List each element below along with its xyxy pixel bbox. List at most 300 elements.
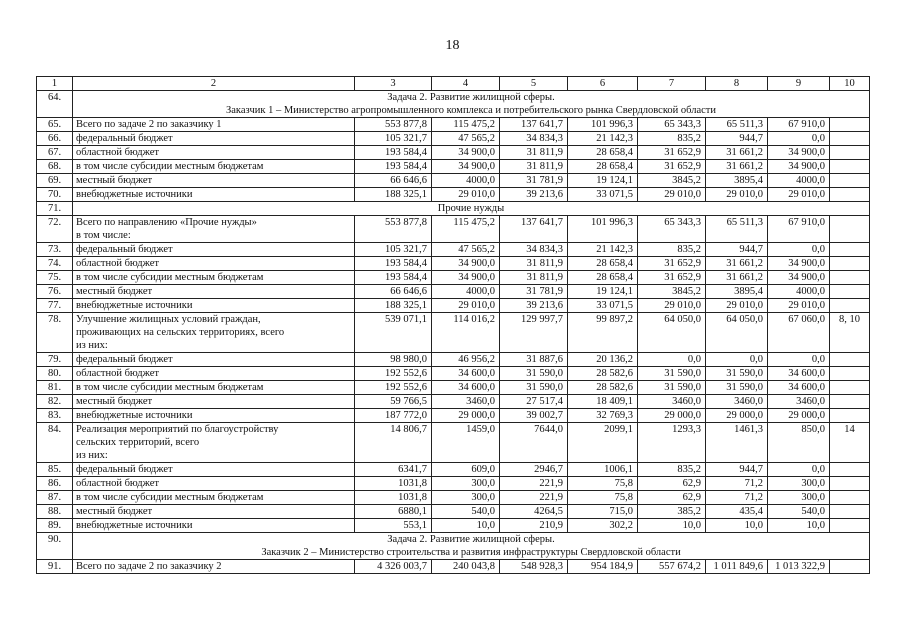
- value-cell: 31 652,9: [638, 146, 706, 160]
- row-label: федеральный бюджет: [73, 353, 355, 367]
- value-cell: 66 646,6: [355, 174, 432, 188]
- value-cell: 6880,1: [355, 505, 432, 519]
- row-number: 83.: [37, 409, 73, 423]
- row-label: Всего по задаче 2 по заказчику 1: [73, 118, 355, 132]
- value-cell: 850,0: [768, 423, 830, 463]
- value-cell: 302,2: [568, 519, 638, 533]
- value-cell: 33 071,5: [568, 299, 638, 313]
- row-number: 80.: [37, 367, 73, 381]
- table-row: [37, 353, 870, 367]
- table-row: [37, 188, 870, 202]
- value-cell: 835,2: [638, 132, 706, 146]
- value-cell: 34 900,0: [432, 160, 500, 174]
- value-cell: 10,0: [706, 519, 768, 533]
- value-cell: 46 956,2: [432, 353, 500, 367]
- table-row: [37, 257, 870, 271]
- value-cell: 4000,0: [432, 174, 500, 188]
- value-cell: 34 900,0: [432, 271, 500, 285]
- header-cell: 8: [706, 77, 768, 91]
- value-cell: [830, 160, 870, 174]
- value-cell: 31 661,2: [706, 257, 768, 271]
- value-cell: 835,2: [638, 243, 706, 257]
- value-cell: 21 142,3: [568, 132, 638, 146]
- value-cell: 47 565,2: [432, 132, 500, 146]
- section-customer: Заказчик 2 – Министерство строительства и развития инфраструктуры Свердловской области: [261, 547, 681, 558]
- value-cell: 62,9: [638, 491, 706, 505]
- row-number: 66.: [37, 132, 73, 146]
- value-cell: 31 590,0: [638, 381, 706, 395]
- value-cell: 0,0: [768, 353, 830, 367]
- table-row: [37, 423, 870, 463]
- value-cell: 29 000,0: [638, 409, 706, 423]
- value-cell: 193 584,4: [355, 271, 432, 285]
- value-cell: 0,0: [706, 353, 768, 367]
- value-cell: 71,2: [706, 477, 768, 491]
- value-cell: 221,9: [500, 477, 568, 491]
- value-cell: 193 584,4: [355, 257, 432, 271]
- section-title: Задача 2. Развитие жилищной сферы.: [387, 92, 555, 103]
- value-cell: 7644,0: [500, 423, 568, 463]
- row-label: федеральный бюджет: [73, 132, 355, 146]
- header-cell: 5: [500, 77, 568, 91]
- value-cell: 4000,0: [432, 285, 500, 299]
- value-cell: 1293,3: [638, 423, 706, 463]
- value-cell: 540,0: [768, 505, 830, 519]
- table-row: [37, 118, 870, 132]
- row-label-line: Всего по направлению «Прочие нужды»: [76, 217, 257, 228]
- value-cell: 835,2: [638, 463, 706, 477]
- value-cell: [830, 560, 870, 574]
- value-cell: 31 652,9: [638, 257, 706, 271]
- header-cell: 9: [768, 77, 830, 91]
- value-cell: [830, 519, 870, 533]
- table-row: [37, 395, 870, 409]
- budget-table: [36, 76, 870, 574]
- value-cell: 62,9: [638, 477, 706, 491]
- row-label: местный бюджет: [73, 505, 355, 519]
- value-cell: 1006,1: [568, 463, 638, 477]
- table-row: [37, 285, 870, 299]
- value-cell: 65 343,3: [638, 216, 706, 243]
- value-cell: [830, 118, 870, 132]
- row-label-line: проживающих на сельских территориях, всего: [76, 327, 285, 338]
- value-cell: 29 010,0: [432, 299, 500, 313]
- value-cell: 34 834,3: [500, 132, 568, 146]
- value-cell: 31 590,0: [500, 381, 568, 395]
- value-cell: 31 661,2: [706, 271, 768, 285]
- table-row: [37, 313, 870, 353]
- value-cell: 553 877,8: [355, 118, 432, 132]
- value-cell: [830, 353, 870, 367]
- value-cell: 3460,0: [432, 395, 500, 409]
- value-cell: [830, 257, 870, 271]
- page-number: 18: [445, 38, 460, 53]
- value-cell: 31 590,0: [706, 381, 768, 395]
- table-row: [37, 91, 870, 118]
- row-label: [73, 216, 355, 243]
- value-cell: 29 010,0: [768, 188, 830, 202]
- table-row: [37, 477, 870, 491]
- header-cell: 4: [432, 77, 500, 91]
- value-cell: 105 321,7: [355, 132, 432, 146]
- value-cell: 18 409,1: [568, 395, 638, 409]
- value-cell: 29 010,0: [768, 299, 830, 313]
- value-cell: 1 013 322,9: [768, 560, 830, 574]
- table-row: [37, 202, 870, 216]
- value-cell: 29 010,0: [706, 299, 768, 313]
- value-cell: 101 996,3: [568, 216, 638, 243]
- row-number: 89.: [37, 519, 73, 533]
- row-number: 79.: [37, 353, 73, 367]
- value-cell: 64 050,0: [706, 313, 768, 353]
- row-number: 65.: [37, 118, 73, 132]
- value-cell: [830, 395, 870, 409]
- value-cell: 3460,0: [768, 395, 830, 409]
- table-row: [37, 367, 870, 381]
- value-cell: 29 000,0: [768, 409, 830, 423]
- row-number: 82.: [37, 395, 73, 409]
- row-label: [73, 423, 355, 463]
- value-cell: 34 900,0: [432, 146, 500, 160]
- value-cell: 71,2: [706, 491, 768, 505]
- table-row: [37, 409, 870, 423]
- value-cell: 28 658,4: [568, 257, 638, 271]
- value-cell: 557 674,2: [638, 560, 706, 574]
- table-row: [37, 381, 870, 395]
- value-cell: 31 781,9: [500, 285, 568, 299]
- value-cell: 137 641,7: [500, 118, 568, 132]
- row-label: [73, 313, 355, 353]
- value-cell: 29 010,0: [638, 299, 706, 313]
- section-heading: [73, 533, 870, 560]
- row-number: 76.: [37, 285, 73, 299]
- row-label: федеральный бюджет: [73, 463, 355, 477]
- row-label-line: сельских территорий, всего: [76, 437, 200, 448]
- value-cell: 553 877,8: [355, 216, 432, 243]
- row-label: областной бюджет: [73, 257, 355, 271]
- header-row: [37, 77, 870, 91]
- value-cell: 3895,4: [706, 174, 768, 188]
- value-cell: 65 343,3: [638, 118, 706, 132]
- value-cell: 192 552,6: [355, 367, 432, 381]
- value-cell: 210,9: [500, 519, 568, 533]
- section-customer: Заказчик 1 – Министерство агропромышленного комплекса и потребительского рынка Свердловской области: [226, 105, 716, 116]
- value-cell: 1031,8: [355, 477, 432, 491]
- value-cell: 1 011 849,6: [706, 560, 768, 574]
- value-cell: 39 213,6: [500, 299, 568, 313]
- section-title: Прочие нужды: [437, 203, 505, 214]
- section-heading: [73, 91, 870, 118]
- header-cell: 7: [638, 77, 706, 91]
- row-number: 70.: [37, 188, 73, 202]
- value-cell: 6341,7: [355, 463, 432, 477]
- value-cell: 28 658,4: [568, 160, 638, 174]
- row-number: 78.: [37, 313, 73, 353]
- value-cell: 193 584,4: [355, 160, 432, 174]
- value-cell: 385,2: [638, 505, 706, 519]
- value-cell: [830, 381, 870, 395]
- row-number: 84.: [37, 423, 73, 463]
- value-cell: 31 811,9: [500, 146, 568, 160]
- value-cell: 21 142,3: [568, 243, 638, 257]
- value-cell: 4264,5: [500, 505, 568, 519]
- value-cell: 609,0: [432, 463, 500, 477]
- value-cell: 99 897,2: [568, 313, 638, 353]
- value-cell: 31 811,9: [500, 271, 568, 285]
- value-cell: 4000,0: [768, 174, 830, 188]
- value-cell: 29 010,0: [432, 188, 500, 202]
- row-label-line: из них:: [76, 450, 108, 461]
- table-row: [37, 216, 870, 243]
- value-cell: 75,8: [568, 477, 638, 491]
- value-cell: 0,0: [768, 463, 830, 477]
- value-cell: 539 071,1: [355, 313, 432, 353]
- value-cell: 1459,0: [432, 423, 500, 463]
- value-cell: 65 511,3: [706, 118, 768, 132]
- row-number: 71.: [37, 202, 73, 216]
- value-cell: [830, 216, 870, 243]
- row-number: 85.: [37, 463, 73, 477]
- value-cell: 28 658,4: [568, 271, 638, 285]
- value-cell: 188 325,1: [355, 299, 432, 313]
- value-cell: [830, 477, 870, 491]
- value-cell: 10,0: [432, 519, 500, 533]
- row-number: 74.: [37, 257, 73, 271]
- value-cell: 65 511,3: [706, 216, 768, 243]
- value-cell: 715,0: [568, 505, 638, 519]
- value-cell: [830, 132, 870, 146]
- value-cell: 31 661,2: [706, 146, 768, 160]
- value-cell: 187 772,0: [355, 409, 432, 423]
- row-number: 64.: [37, 91, 73, 118]
- value-cell: [830, 505, 870, 519]
- header-cell: 6: [568, 77, 638, 91]
- table-row: [37, 299, 870, 313]
- value-cell: 59 766,5: [355, 395, 432, 409]
- value-cell: 31 811,9: [500, 257, 568, 271]
- value-cell: 39 213,6: [500, 188, 568, 202]
- value-cell: 34 600,0: [432, 367, 500, 381]
- row-label: в том числе субсидии местным бюджетам: [73, 271, 355, 285]
- row-number: 67.: [37, 146, 73, 160]
- value-cell: [830, 243, 870, 257]
- value-cell: 115 475,2: [432, 216, 500, 243]
- value-cell: 31 661,2: [706, 160, 768, 174]
- value-cell: 188 325,1: [355, 188, 432, 202]
- value-cell: 67 910,0: [768, 216, 830, 243]
- table-row: [37, 243, 870, 257]
- value-cell: 0,0: [768, 132, 830, 146]
- row-label: федеральный бюджет: [73, 243, 355, 257]
- value-cell: 3845,2: [638, 285, 706, 299]
- value-cell: 34 600,0: [768, 381, 830, 395]
- value-cell: 240 043,8: [432, 560, 500, 574]
- value-cell: 3460,0: [638, 395, 706, 409]
- value-cell: 3895,4: [706, 285, 768, 299]
- row-label: областной бюджет: [73, 367, 355, 381]
- value-cell: 31 652,9: [638, 271, 706, 285]
- section-heading: [73, 202, 870, 216]
- value-cell: [830, 367, 870, 381]
- row-number: 69.: [37, 174, 73, 188]
- table-row: [37, 560, 870, 574]
- value-cell: 10,0: [768, 519, 830, 533]
- header-cell: 1: [37, 77, 73, 91]
- value-cell: 0,0: [768, 243, 830, 257]
- value-cell: 98 980,0: [355, 353, 432, 367]
- value-cell: [830, 409, 870, 423]
- value-cell: 31 590,0: [500, 367, 568, 381]
- value-cell: 31 590,0: [638, 367, 706, 381]
- value-cell: 31 781,9: [500, 174, 568, 188]
- value-cell: 29 000,0: [432, 409, 500, 423]
- row-label: в том числе субсидии местным бюджетам: [73, 381, 355, 395]
- value-cell: 10,0: [638, 519, 706, 533]
- row-number: 77.: [37, 299, 73, 313]
- value-cell: [830, 285, 870, 299]
- row-label: местный бюджет: [73, 174, 355, 188]
- table-row: [37, 491, 870, 505]
- value-cell: 47 565,2: [432, 243, 500, 257]
- value-cell: 944,7: [706, 463, 768, 477]
- value-cell: 192 552,6: [355, 381, 432, 395]
- value-cell: 954 184,9: [568, 560, 638, 574]
- value-cell: 34 600,0: [768, 367, 830, 381]
- value-cell: 300,0: [432, 477, 500, 491]
- value-cell: 31 590,0: [706, 367, 768, 381]
- row-label-line: Реализация мероприятий по благоустройству: [76, 424, 279, 435]
- row-label-line: Улучшение жилищных условий граждан,: [76, 314, 261, 325]
- value-cell: 1031,8: [355, 491, 432, 505]
- row-label-line: из них:: [76, 340, 108, 351]
- header-cell: 2: [73, 77, 355, 91]
- value-cell: 548 928,3: [500, 560, 568, 574]
- row-label: местный бюджет: [73, 285, 355, 299]
- value-cell: 31 652,9: [638, 160, 706, 174]
- row-number: 90.: [37, 533, 73, 560]
- row-number: 73.: [37, 243, 73, 257]
- row-label: местный бюджет: [73, 395, 355, 409]
- value-cell: 39 002,7: [500, 409, 568, 423]
- section-title: Задача 2. Развитие жилищной сферы.: [387, 534, 555, 545]
- row-label: областной бюджет: [73, 477, 355, 491]
- value-cell: 4000,0: [768, 285, 830, 299]
- value-cell: 300,0: [432, 491, 500, 505]
- row-number: 72.: [37, 216, 73, 243]
- row-number: 87.: [37, 491, 73, 505]
- value-cell: 34 900,0: [768, 160, 830, 174]
- row-label: внебюджетные источники: [73, 409, 355, 423]
- value-cell: 29 010,0: [706, 188, 768, 202]
- row-label: Всего по задаче 2 по заказчику 2: [73, 560, 355, 574]
- value-cell: [830, 188, 870, 202]
- value-cell: 2946,7: [500, 463, 568, 477]
- row-number: 91.: [37, 560, 73, 574]
- value-cell: 944,7: [706, 243, 768, 257]
- value-cell: 31 887,6: [500, 353, 568, 367]
- value-cell: 32 769,3: [568, 409, 638, 423]
- value-cell: 33 071,5: [568, 188, 638, 202]
- value-cell: 34 600,0: [432, 381, 500, 395]
- row-label: областной бюджет: [73, 146, 355, 160]
- row-label: внебюджетные источники: [73, 299, 355, 313]
- value-cell: 1461,3: [706, 423, 768, 463]
- value-cell: 31 811,9: [500, 160, 568, 174]
- table-row: [37, 160, 870, 174]
- table-row: [37, 533, 870, 560]
- value-cell: 34 834,3: [500, 243, 568, 257]
- value-cell: [830, 491, 870, 505]
- value-cell: 19 124,1: [568, 285, 638, 299]
- value-cell: 34 900,0: [768, 257, 830, 271]
- value-cell: 300,0: [768, 491, 830, 505]
- table-row: [37, 132, 870, 146]
- row-number: 88.: [37, 505, 73, 519]
- table-row: [37, 174, 870, 188]
- value-cell: 4 326 003,7: [355, 560, 432, 574]
- value-cell: 114 016,2: [432, 313, 500, 353]
- value-cell: 553,1: [355, 519, 432, 533]
- value-cell: [830, 174, 870, 188]
- value-cell: 944,7: [706, 132, 768, 146]
- table-row: [37, 271, 870, 285]
- table-row: [37, 519, 870, 533]
- value-cell: 3460,0: [706, 395, 768, 409]
- row-label: внебюджетные источники: [73, 519, 355, 533]
- value-cell: 34 900,0: [768, 146, 830, 160]
- value-cell: 435,4: [706, 505, 768, 519]
- value-cell: 221,9: [500, 491, 568, 505]
- table-row: [37, 505, 870, 519]
- value-cell: 27 517,4: [500, 395, 568, 409]
- table-row: [37, 463, 870, 477]
- value-cell: 2099,1: [568, 423, 638, 463]
- value-cell: 29 010,0: [638, 188, 706, 202]
- value-cell: 29 000,0: [706, 409, 768, 423]
- value-cell: 8, 10: [830, 313, 870, 353]
- value-cell: 540,0: [432, 505, 500, 519]
- value-cell: 193 584,4: [355, 146, 432, 160]
- value-cell: 19 124,1: [568, 174, 638, 188]
- value-cell: 115 475,2: [432, 118, 500, 132]
- value-cell: 105 321,7: [355, 243, 432, 257]
- header-cell: 10: [830, 77, 870, 91]
- row-label: внебюджетные источники: [73, 188, 355, 202]
- value-cell: 34 900,0: [768, 271, 830, 285]
- value-cell: 28 582,6: [568, 367, 638, 381]
- value-cell: 137 641,7: [500, 216, 568, 243]
- value-cell: [830, 299, 870, 313]
- row-number: 81.: [37, 381, 73, 395]
- value-cell: 14 806,7: [355, 423, 432, 463]
- row-label: в том числе субсидии местным бюджетам: [73, 491, 355, 505]
- value-cell: 28 582,6: [568, 381, 638, 395]
- row-label-line: в том числе:: [76, 230, 131, 241]
- value-cell: 3845,2: [638, 174, 706, 188]
- header-cell: 3: [355, 77, 432, 91]
- value-cell: [830, 271, 870, 285]
- value-cell: 67 060,0: [768, 313, 830, 353]
- value-cell: 34 900,0: [432, 257, 500, 271]
- value-cell: 75,8: [568, 491, 638, 505]
- value-cell: 28 658,4: [568, 146, 638, 160]
- value-cell: 0,0: [638, 353, 706, 367]
- value-cell: [830, 146, 870, 160]
- value-cell: 129 997,7: [500, 313, 568, 353]
- value-cell: 67 910,0: [768, 118, 830, 132]
- row-number: 75.: [37, 271, 73, 285]
- value-cell: 66 646,6: [355, 285, 432, 299]
